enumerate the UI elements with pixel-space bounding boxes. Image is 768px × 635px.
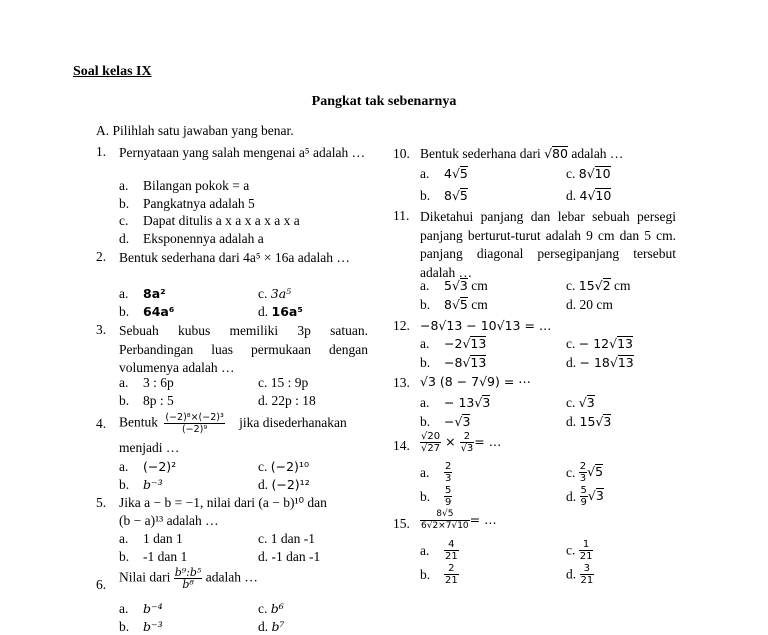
option-text: 22p : 18	[271, 393, 316, 408]
option-text: b⁻³	[143, 477, 163, 492]
option-d: d. 16a⁵	[258, 304, 303, 319]
option-a	[119, 286, 166, 302]
option-c: c. 8√10	[566, 166, 611, 181]
question-10	[393, 146, 410, 162]
fraction: $\frac{8√5}{6√2\times 7√10}$	[421, 509, 469, 531]
option-label: a.	[420, 542, 430, 558]
option-b	[420, 485, 452, 508]
option-label: a.	[119, 375, 129, 390]
option-text: 8p : 5	[143, 393, 174, 408]
question-number: 6.	[96, 577, 107, 592]
option-c	[119, 213, 300, 229]
option-c: c. $\frac{1}{21}$	[566, 539, 593, 562]
option-label: b.	[420, 414, 431, 429]
option-text: 8√5	[444, 188, 468, 203]
option-text: 16a⁵	[271, 304, 303, 319]
option-text: 15√3	[579, 414, 612, 429]
option-b	[420, 188, 468, 204]
question-number: 11.	[393, 208, 410, 223]
option-label: a.	[119, 601, 129, 616]
option-a	[119, 459, 176, 475]
option-text: b⁶	[270, 601, 284, 616]
section-instruction: A. Pilihlah satu jawaban yang benar.	[96, 123, 294, 138]
option-label: a.	[420, 278, 430, 293]
option-text: 3a⁵	[270, 286, 292, 301]
option-text: $\frac{2}{3}$ √5	[579, 461, 604, 484]
option-c: c. 3a⁵	[258, 286, 292, 301]
option-label: c.	[119, 213, 129, 228]
option-a	[420, 539, 459, 562]
option-text: −√3	[444, 414, 471, 429]
question-text: Diketahui panjang dan lebar sebuah persegi panjang berturut-turut adalah 9 cm dan 5 cm. panjang diagonal persegipanjang tersebut adalah …	[420, 209, 676, 280]
option-label: b.	[420, 297, 431, 312]
option-c: c. (−2)¹⁰	[258, 459, 309, 474]
option-text: 5√3 cm	[444, 278, 488, 293]
option-d: d. $\frac{5}{9}$ √3	[566, 485, 604, 508]
option-text: 8a²	[143, 286, 166, 301]
option-text: Bilangan pokok = a	[143, 178, 250, 193]
question-number: 12.	[393, 318, 410, 333]
option-text: -1 dan 1	[143, 549, 188, 564]
option-label: b.	[420, 566, 431, 582]
option-text: b⁻⁴	[143, 601, 163, 616]
fraction: $\frac{√20}{√27}$	[421, 431, 441, 454]
option-a	[420, 336, 486, 352]
option-text: 1 dan 1	[143, 531, 183, 546]
question-text: √3 (8 − 7√9) = ⋯	[420, 374, 531, 389]
option-d: d. 20 cm	[566, 297, 613, 312]
fraction: $\frac{\text{b⁹:b⁵}}{\text{b⁸}}$	[174, 566, 202, 591]
question-4	[96, 416, 106, 432]
option-b	[119, 477, 163, 493]
option-c: c. 15√2 cm	[566, 278, 631, 293]
option-label: b.	[420, 355, 431, 370]
document-header: Soal kelas IX	[73, 64, 152, 79]
option-a	[119, 531, 183, 547]
page-title: Pangkat tak sebenarnya	[311, 94, 457, 109]
option-b	[420, 414, 470, 430]
question-number: 10.	[393, 146, 410, 161]
question-15	[393, 516, 410, 532]
option-text: b⁻³	[143, 619, 163, 634]
option-text: 1 dan -1	[270, 531, 315, 546]
question-number: 4.	[96, 416, 107, 431]
option-text: (−2)¹⁰	[270, 459, 309, 474]
option-text: − 18√13	[579, 355, 634, 370]
option-a	[420, 278, 488, 294]
question-number: 5.	[96, 495, 107, 510]
option-d: d. b⁷	[258, 619, 285, 634]
question-12	[393, 318, 410, 334]
question-number: 2.	[96, 249, 107, 264]
option-d: d. − 18√13	[566, 355, 634, 370]
option-a	[420, 395, 490, 411]
option-text: 8√10	[578, 166, 611, 181]
option-text: −8√13	[444, 355, 487, 370]
option-label: a.	[420, 166, 430, 181]
option-text: $\frac{4}{21}$	[445, 539, 458, 562]
option-text: (−2)¹²	[271, 477, 310, 492]
option-text: -1 dan -1	[271, 549, 321, 564]
option-b	[420, 563, 459, 586]
option-text: 4√10	[579, 188, 612, 203]
option-text: $\frac{2}{21}$	[445, 563, 458, 586]
question-text: Bentuk sederhana dari 4a⁵ × 16a adalah …	[119, 250, 350, 265]
option-d	[119, 231, 264, 247]
option-label: b.	[119, 619, 130, 634]
option-c: c. 1 dan -1	[258, 531, 315, 546]
question-5	[96, 495, 106, 511]
option-d: d. (−2)¹²	[258, 477, 310, 492]
option-label: b.	[119, 304, 130, 319]
option-text: − 13√3	[444, 395, 491, 410]
option-text: Dapat ditulis a x a x a x a x a	[143, 213, 300, 228]
option-d: d. 22p : 18	[258, 393, 316, 408]
option-a	[119, 178, 249, 194]
option-text: $\frac{5}{9}$ √3	[580, 485, 604, 508]
option-text: 8√5 cm	[444, 297, 488, 312]
question-6	[96, 577, 106, 593]
option-c: c. b⁶	[258, 601, 284, 616]
option-b	[420, 297, 488, 313]
option-label: b.	[119, 549, 130, 564]
option-label: a.	[420, 395, 430, 410]
option-b	[119, 619, 163, 635]
question-text: Bentuk sederhana dari √80 adalah …	[420, 146, 624, 161]
option-b	[119, 304, 174, 320]
question-number: 15.	[393, 516, 410, 531]
option-d: d. -1 dan -1	[258, 549, 321, 564]
option-label: b.	[119, 196, 130, 211]
question-text: $\frac{8√5}{6√2\times 7√10}$ = …	[421, 509, 497, 531]
option-b	[119, 393, 174, 409]
question-13	[393, 375, 410, 391]
option-a	[119, 375, 174, 391]
fraction: $\frac{2}{√3}$	[460, 431, 474, 454]
option-label: a.	[119, 286, 129, 301]
option-c: c. 15 : 9p	[258, 375, 309, 390]
option-label: b.	[119, 393, 130, 408]
question-text: $\frac{√20}{√27}$ × $\frac{2}{√3}$ = …	[421, 431, 502, 454]
option-a	[420, 461, 452, 484]
option-text: 15√2 cm	[578, 278, 631, 293]
question-text: Nilai dari $\frac{\text{b⁹:b⁵}}{\text{b⁸}}$ adalah …	[119, 566, 258, 591]
option-b	[119, 549, 187, 565]
option-b	[420, 355, 486, 371]
question-text-tail: menjadi …	[119, 440, 180, 455]
option-text: − 12√13	[578, 336, 633, 351]
question-number: 1.	[96, 144, 107, 159]
option-text: $\frac{3}{21}$	[580, 563, 594, 586]
option-text: 3 : 6p	[143, 375, 174, 390]
option-label: b.	[420, 488, 431, 504]
fraction: $\frac{\text{(−2)⁸×(−2)³}}{\text{(−2)⁹}}$	[165, 412, 224, 435]
option-label: d.	[119, 231, 130, 246]
option-d: d. 4√10	[566, 188, 612, 203]
option-text: (−2)²	[143, 459, 177, 474]
question-number: 3.	[96, 322, 107, 337]
option-text: 20 cm	[579, 297, 613, 312]
option-text: Pangkatnya adalah 5	[143, 196, 255, 211]
option-c: c. − 12√13	[566, 336, 633, 351]
option-text: b⁷	[271, 619, 285, 634]
question-number: 14.	[393, 438, 410, 453]
option-d: d. $\frac{3}{21}$	[566, 563, 594, 586]
option-c: c. $\frac{2}{3}$ √5	[566, 461, 604, 484]
option-text: 64a⁶	[143, 304, 175, 319]
option-label: b.	[119, 477, 130, 492]
question-text: Pernyataan yang salah mengenai a⁵ adalah …	[119, 145, 366, 160]
question-text: Sebuah kubus memiliki 3p satuan. Perbandingan luas permukaan dengan volumenya adalah …	[119, 323, 368, 375]
option-a	[119, 601, 163, 617]
question-14	[393, 438, 410, 454]
option-label: a.	[119, 531, 129, 546]
option-b	[119, 196, 255, 212]
question-number: 13.	[393, 375, 410, 390]
option-text: √3	[578, 395, 595, 410]
question-text: −8√13 − 10√13 = …	[420, 318, 552, 333]
option-text: $\frac{1}{21}$	[579, 539, 593, 562]
option-text: 4√5	[444, 166, 468, 181]
option-label: a.	[119, 459, 129, 474]
option-d: d. 15√3	[566, 414, 612, 429]
option-label: b.	[420, 188, 431, 203]
option-text: $\frac{2}{3}$	[445, 461, 452, 484]
question-text: Jika a − b = −1, nilai dari (a − b)¹⁰ dan	[119, 495, 327, 510]
option-c: c. √3	[566, 395, 595, 410]
option-label: a.	[420, 464, 430, 480]
question-text-line2: (b − a)¹³ adalah …	[119, 513, 219, 528]
option-label: a.	[420, 336, 430, 351]
option-text: Eksponennya adalah a	[143, 231, 264, 246]
option-text: −2√13	[444, 336, 487, 351]
option-a	[420, 166, 468, 182]
option-label: a.	[119, 178, 129, 193]
option-text: 15 : 9p	[270, 375, 309, 390]
question-text: Bentuk $\frac{\text{(−2)⁸×(−2)³}}{\text{(−2)⁹}}$ jika disederhanakan	[119, 412, 347, 435]
option-text: $\frac{5}{9}$	[445, 485, 452, 508]
